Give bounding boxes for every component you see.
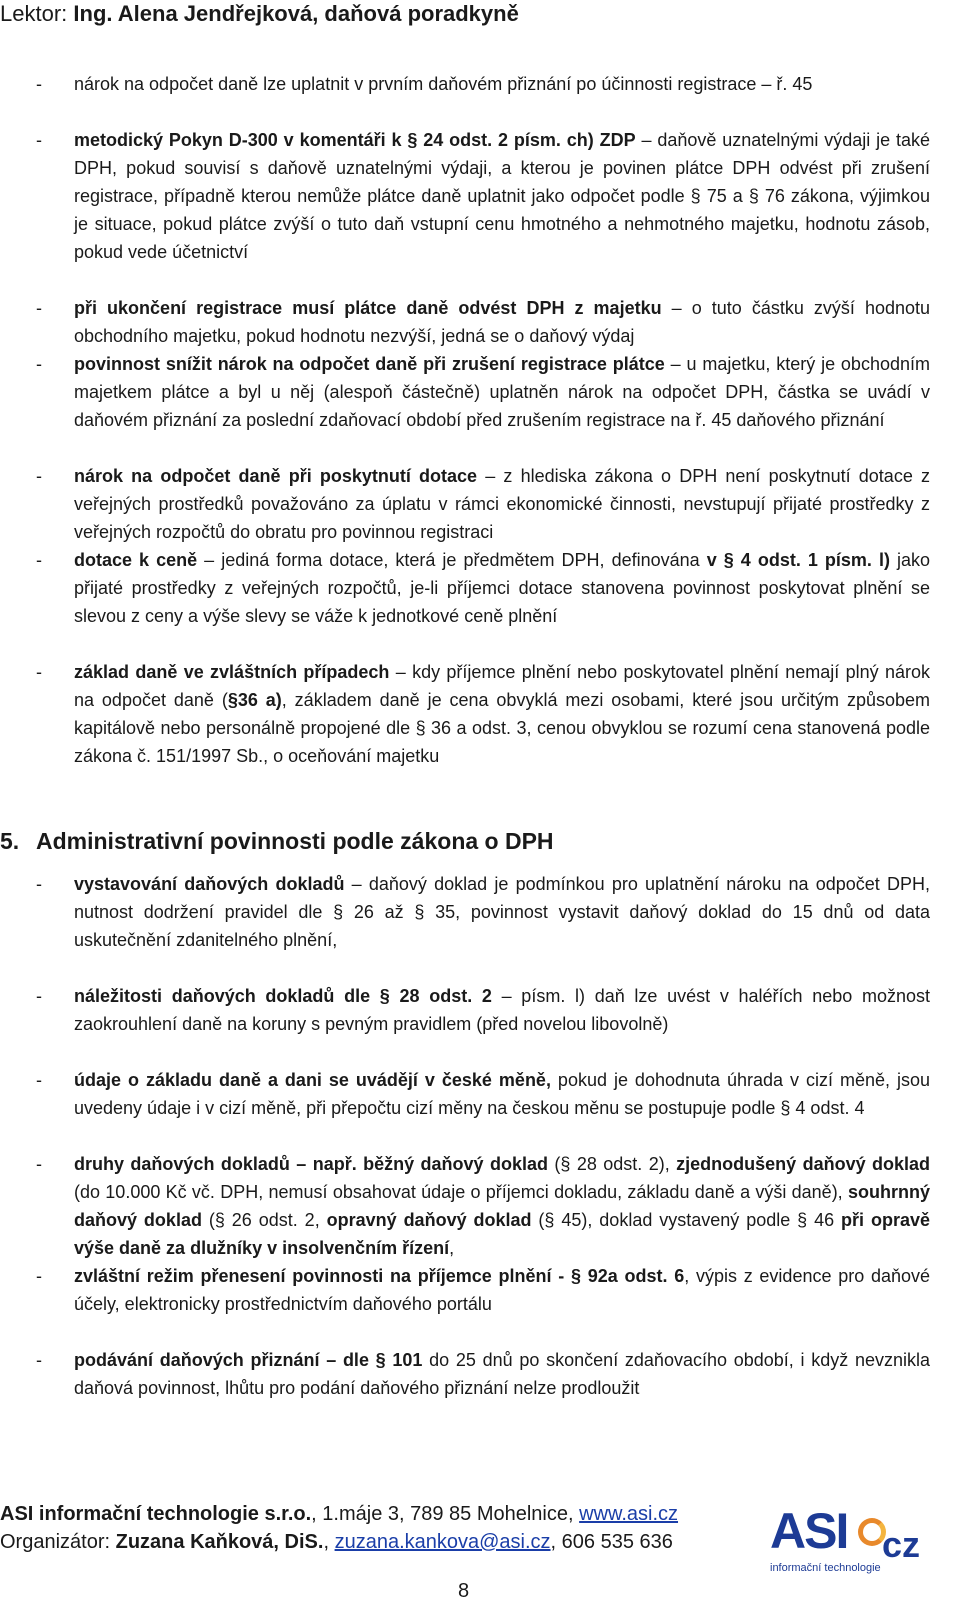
bullet-item — [0, 1346, 960, 1402]
bullet-text: podávání daňových přiznání – dle § 101 do 25 dnů po skončení zdaňovacího období, i když nevznikla daňová povinnost, lhůtu pro podání daňového přiznání nelze prodloužit — [74, 1350, 930, 1398]
phone-number: , 606 535 636 — [550, 1531, 673, 1553]
organizer-name: Zuzana Kaňková, DiS. — [115, 1531, 324, 1553]
bullet-item — [0, 870, 960, 954]
bullet-item — [0, 1066, 960, 1122]
bullet-text: metodický Pokyn D-300 v komentáři k § 24 odst. 2 písm. ch) ZDP – daňově uznatelnými výdaji je také DPH, pokud souvisí s daňově uznatelnými výdaji, a kterou je povinen plátce DPH odvést při zrušení registrace, případně kterou nemůže plátce daně uplatnit jako odpočet podle § 75 a § 76 zákona, výjimkou je situace, pokud plátce zvýší o tuto daň vstupní cenu hmotného a nehmotného majetku, hodnotu zásob, pokud vede účetnictví — [74, 130, 930, 262]
page-number: 8 — [458, 1580, 470, 1602]
asi-logo — [770, 1503, 930, 1580]
logo-cz-text: cz — [882, 1524, 921, 1565]
bullet-dash: - — [36, 662, 42, 682]
lecturer-name: Ing. Alena Jendřejková, daňová poradkyně — [73, 1, 519, 26]
spacer — [0, 266, 960, 294]
bullet-item — [0, 126, 960, 266]
bullet-text: údaje o základu daně a dani se uvádějí v české měně, pokud je dohodnuta úhrada v cizí měně, jsou uvedeny údaje i v cizí měně, při přepočtu cizí měny na českou měnu se postupuje podle § 4 odst. 4 — [74, 1070, 930, 1118]
spacer — [0, 1122, 960, 1150]
section-heading — [0, 826, 960, 856]
bullet-text: nárok na odpočet daně lze uplatnit v prvním daňovém přiznání po účinnosti registrace – ř. 45 — [74, 74, 813, 94]
logo-asi-text: ASI — [770, 1503, 848, 1559]
bullet-text: druhy daňových dokladů – např. běžný daňový doklad (§ 28 odst. 2), zjednodušený daňový doklad (do 10.000 Kč vč. DPH, nemusí obsahovat údaje o příjemci dokladu, základu daně a výši daně), souhrnný daňový doklad (§ 26 odst. 2, opravný daňový doklad (§ 45), doklad vystavený podle § 46 při opravě výše daně za dlužníky v insolvenčním řízení, — [74, 1154, 931, 1258]
document-body — [0, 70, 960, 1402]
separator: , — [323, 1531, 335, 1553]
spacer — [0, 770, 960, 826]
company-name: ASI informační technologie s.r.o. — [0, 1503, 312, 1525]
bullet-dash: - — [36, 874, 42, 894]
organizer-label: Organizátor: — [0, 1531, 116, 1553]
bullet-item — [0, 1262, 960, 1318]
page-footer — [0, 1500, 678, 1556]
bullet-text: dotace k ceně – jediná forma dotace, která je předmětem DPH, definována v § 4 odst. 1 písm. l) jako přijaté prostředky z veřejných rozpočtů, je-li příjemci dotace stanovena povinnost poskytovat plnění se slevou z ceny a výše slevy se váže k jednotkové ceně plnění — [74, 550, 931, 626]
spacer — [0, 954, 960, 982]
bullet-text: náležitosti daňových dokladů dle § 28 odst. 2 – písm. l) daň lze uvést v haléřích nebo možnost zaokrouhlení daně na koruny s pevným pravidlem (před novelou libovolně) — [74, 986, 930, 1034]
bullet-item — [0, 70, 960, 98]
bullet-item — [0, 546, 960, 630]
footer-line-organizer — [0, 1528, 678, 1556]
spacer — [0, 434, 960, 462]
section-number: 5. — [0, 828, 20, 854]
company-address: , 1.máje 3, 789 85 Mohelnice, — [311, 1503, 580, 1525]
bullet-text: vystavování daňových dokladů – daňový doklad je podmínkou pro uplatnění nároku na odpočet DPH, nutnost dodržení pravidel dle § 26 až § 35, povinnost vystavit daňový doklad do 15 dnů od data uskutečnění zdanitelného plnění, — [74, 874, 931, 950]
footer-line-company — [0, 1500, 678, 1528]
bullet-dash: - — [36, 74, 42, 94]
spacer — [0, 630, 960, 658]
bullet-text: nárok na odpočet daně při poskytnutí dotace – z hlediska zákona o DPH není poskytnutí dotace z veřejných prostředků považováno za úplatu v rámci ekonomické činnosti, nevstupují přijaté prostředky z veřejných rozpočtů do obratu pro povinnou registraci — [74, 466, 930, 542]
email-link[interactable]: zuzana.kankova@asi.cz — [334, 1531, 551, 1553]
website-link[interactable]: www.asi.cz — [579, 1503, 679, 1525]
bullet-text: zvláštní režim přenesení povinnosti na příjemce plnění - § 92a odst. 6, výpis z evidence pro daňové účely, elektronicky prostřednictvím daňového portálu — [74, 1266, 931, 1314]
bullet-dash: - — [36, 354, 42, 374]
page-header — [0, 0, 519, 28]
header-prefix: Lektor: — [0, 1, 68, 26]
bullet-dash: - — [36, 130, 42, 150]
logo-subtitle: informační technologie — [770, 1562, 881, 1574]
bullet-dash: - — [36, 550, 42, 570]
bullet-text: povinnost snížit nárok na odpočet daně při zrušení registrace plátce – u majetku, který je obchodním majetkem plátce a byl u něj (alespoň částečně) uplatněn nárok na odpočet DPH, částka se uvádí v daňovém přiznání za poslední zdaňovací období před zrušením registrace na ř. 45 daňového přiznání — [74, 354, 930, 430]
bullet-dash: - — [36, 986, 42, 1006]
bullet-item — [0, 462, 960, 546]
bullet-item — [0, 350, 960, 434]
bullet-dash: - — [36, 298, 42, 318]
bullet-text: při ukončení registrace musí plátce daně odvést DPH z majetku – o tuto částku zvýší hodnotu obchodního majetku, pokud hodnotu nezvýší, jedná se o daňový výdaj — [74, 298, 931, 346]
section-title: Administrativní povinnosti podle zákona o DPH — [36, 828, 554, 854]
spacer — [0, 1318, 960, 1346]
bullet-text: základ daně ve zvláštních případech – kdy příjemce plnění nebo poskytovatel plnění nemají plný nárok na odpočet daně (§36 a), základem daně je cena obvyklá mezi osobami, které jsou určitým způsobem kapitálově nebo personálně propojené dle § 36 a odst. 3, cenou obvyklou se rozumí cena stanovená podle zákona č. 151/1997 Sb., o oceňování majetku — [74, 662, 930, 766]
bullet-dash: - — [36, 1070, 42, 1090]
bullet-item — [0, 658, 960, 770]
bullet-dash: - — [36, 1350, 42, 1370]
bullet-item — [0, 982, 960, 1038]
spacer — [0, 98, 960, 126]
bullet-dash: - — [36, 1154, 42, 1174]
spacer — [0, 1038, 960, 1066]
bullet-dash: - — [36, 1266, 42, 1286]
bullet-item — [0, 1150, 960, 1262]
bullet-dash: - — [36, 466, 42, 486]
bullet-item — [0, 294, 960, 350]
